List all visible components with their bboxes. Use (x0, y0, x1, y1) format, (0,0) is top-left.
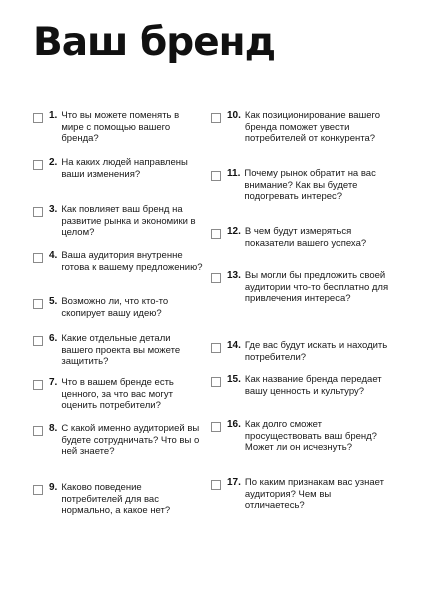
question-text: Как повлияет ваш бренд на развитие рынка и экономики в целом? (61, 204, 196, 238)
checkbox-icon[interactable] (211, 273, 221, 283)
question-item-14 (211, 340, 393, 363)
checkbox-icon[interactable] (211, 113, 221, 123)
question-number: 6. (49, 333, 58, 344)
question-text: Что вы можете поменять в мире с помощью вашего бренда? (61, 110, 180, 144)
question-number: 14. (227, 340, 241, 351)
question-number: 5. (49, 296, 58, 307)
question-number: 11. (227, 168, 241, 179)
question-item-3 (33, 204, 203, 239)
question-item-4 (33, 250, 203, 273)
question-text: Почему рынок обратит на вас внимание? Как вы будете подогревать интерес? (244, 168, 376, 202)
question-item-7 (33, 377, 203, 412)
question-number: 3. (49, 204, 58, 215)
question-item-12 (211, 226, 393, 249)
checkbox-icon[interactable] (33, 253, 43, 263)
question-number: 16. (227, 419, 241, 430)
question-item-15 (211, 374, 393, 397)
question-number: 10. (227, 110, 241, 121)
checkbox-icon[interactable] (211, 377, 221, 387)
question-text: Как позиционирование вашего бренда поможет увести потребителей от конкурента? (244, 110, 381, 144)
question-number: 17. (227, 477, 241, 488)
question-text: Как название бренда передает вашу ценность и культуру? (244, 374, 382, 397)
question-text: Где вас будут искать и находить потребители? (244, 340, 388, 363)
question-item-2 (33, 157, 203, 180)
question-item-6 (33, 333, 203, 368)
question-item-16 (211, 419, 393, 454)
question-text: Возможно ли, что кто-то скопирует вашу идею? (61, 296, 169, 319)
question-number: 13. (227, 270, 241, 281)
question-text: С какой именно аудиторией вы будете сотрудничать? Что вы о ней знаете? (61, 423, 200, 457)
question-number: 2. (49, 157, 58, 168)
checkbox-icon[interactable] (33, 113, 43, 123)
question-text: Ваша аудитория внутренне готова к вашему предложению? (61, 250, 203, 273)
checkbox-icon[interactable] (211, 480, 221, 490)
checkbox-icon[interactable] (211, 343, 221, 353)
question-number: 1. (49, 110, 58, 121)
question-number: 8. (49, 423, 58, 434)
question-item-13 (211, 270, 393, 305)
question-number: 15. (227, 374, 241, 385)
question-text: На каких людей направлены ваши изменения? (61, 157, 188, 180)
checkbox-icon[interactable] (33, 160, 43, 170)
question-item-9 (33, 482, 203, 517)
checkbox-icon[interactable] (211, 171, 221, 181)
question-text: По каким признакам вас узнает аудитория? Чем вы отличаетесь? (244, 477, 384, 511)
question-text: Как долго сможет просуществовать ваш бренд? Может ли он исчезнуть? (244, 419, 377, 453)
question-text: Какие отдельные детали вашего проекта вы можете защитить? (61, 333, 181, 367)
question-number: 12. (227, 226, 241, 237)
checkbox-icon[interactable] (33, 299, 43, 309)
question-text: Что в вашем бренде есть ценного, за что вас могут оценить потребители? (61, 377, 174, 411)
question-item-1 (33, 110, 203, 145)
question-text: Вы могли бы предложить своей аудитории что-то бесплатно для привлечения интереса? (244, 270, 389, 304)
checkbox-icon[interactable] (33, 485, 43, 495)
checkbox-icon[interactable] (211, 229, 221, 239)
checkbox-icon[interactable] (33, 380, 43, 390)
question-number: 7. (49, 377, 58, 388)
question-item-8 (33, 423, 203, 458)
checkbox-icon[interactable] (33, 426, 43, 436)
question-number: 4. (49, 250, 58, 261)
checkbox-icon[interactable] (211, 422, 221, 432)
question-text: В чем будут измеряться показатели вашего успеха? (244, 226, 367, 249)
question-item-11 (211, 168, 393, 203)
checkbox-icon[interactable] (33, 336, 43, 346)
page-title: Ваш бренд (33, 20, 276, 65)
question-text: Каково поведение потребителей для вас нормально, а какое нет? (61, 482, 171, 516)
checkbox-icon[interactable] (33, 207, 43, 217)
question-number: 9. (49, 482, 58, 493)
question-item-5 (33, 296, 203, 319)
question-item-17 (211, 477, 393, 512)
question-item-10 (211, 110, 393, 145)
